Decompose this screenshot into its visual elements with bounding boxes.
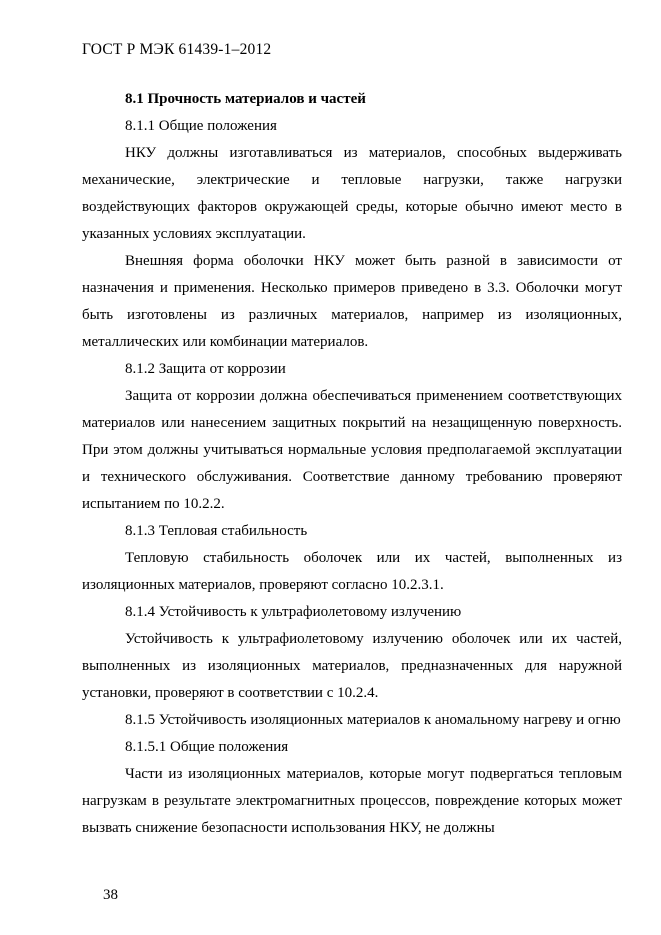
- paragraph-enclosure-form: Внешняя форма оболочки НКУ может быть разной в зависимости от назначения и применения. Несколько примеров приведено в 3.3. Оболочки могут быть изготовлены из различных материалов, например из изоляционных, металлических или комбинации материалов.: [82, 253, 622, 350]
- paragraph-thermal-stability: Тепловую стабильность оболочек или их частей, выполненных из изоляционных материалов, проверяют согласно 10.2.3.1.: [82, 550, 622, 593]
- subsection-heading-8-1-5-1: 8.1.5.1 Общие положения: [125, 739, 289, 755]
- document-body: [82, 86, 622, 842]
- paragraph-insulating-parts: Части из изоляционных материалов, которые могут подвергаться тепловым нагрузкам в результате электромагнитных процессов, повреждение которых может вызвать снижение безопасности использования НКУ, не должны: [82, 766, 622, 836]
- subsection-heading-8-1-2: 8.1.2 Защита от коррозии: [125, 361, 286, 377]
- paragraph-corrosion: Защита от коррозии должна обеспечиваться применением соответствующих материалов или нанесением защитных покрытий на незащищенную поверхность. При этом должны учитываться нормальные условия предполагаемой эксплуатации и технического обслуживания. Соответствие данному требованию проверяют испытанием по 10.2.2.: [82, 388, 622, 512]
- section-heading-8-1: 8.1 Прочность материалов и частей: [125, 91, 366, 107]
- subsection-heading-8-1-1: 8.1.1 Общие положения: [125, 118, 277, 134]
- page-number: 38: [103, 887, 118, 903]
- subsection-heading-8-1-3: 8.1.3 Тепловая стабильность: [125, 523, 308, 539]
- document-header: ГОСТ Р МЭК 61439-1–2012: [82, 41, 272, 58]
- subsection-heading-8-1-5: 8.1.5 Устойчивость изоляционных материалов к аномальному нагреву и огню: [125, 712, 621, 728]
- subsection-heading-8-1-4: 8.1.4 Устойчивость к ультрафиолетовому излучению: [125, 604, 462, 620]
- paragraph-materials: НКУ должны изготавливаться из материалов, способных выдерживать механические, электрические и тепловые нагрузки, также нагрузки воздействующих факторов окружающей среды, которые обычно имеют место в указанных условиях эксплуатации.: [82, 145, 622, 242]
- paragraph-uv-resistance: Устойчивость к ультрафиолетовому излучению оболочек или их частей, выполненных из изоляционных материалов, предназначенных для наружной установки, проверяют в соответствии с 10.2.4.: [82, 631, 622, 701]
